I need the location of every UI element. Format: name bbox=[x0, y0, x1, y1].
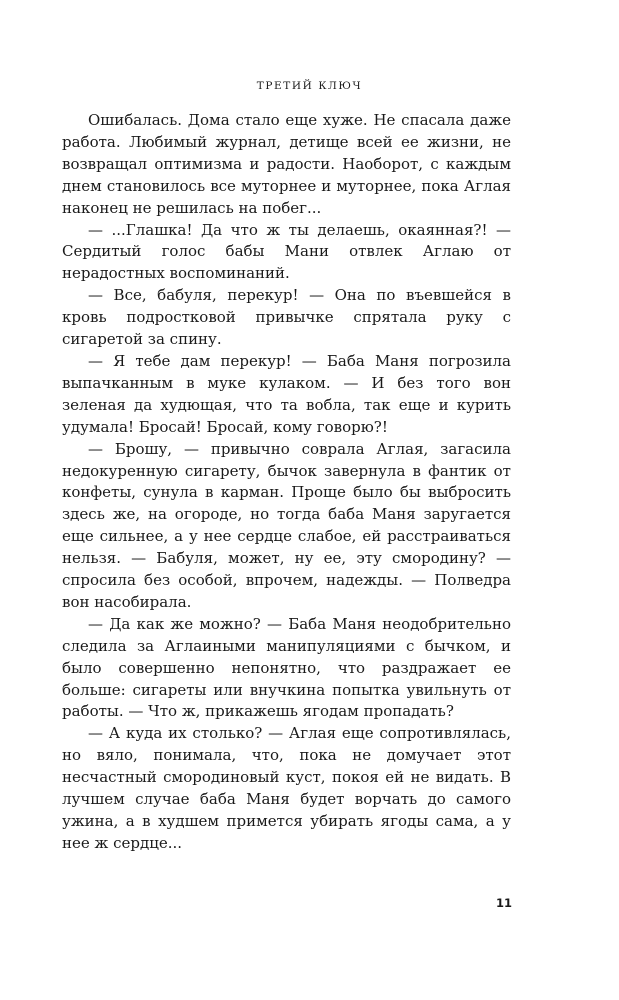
paragraph: — Я тебе дам перекур! — Баба Маня погрозила выпачканным в муке кулаком. — И без того вон зеленая да худющая, что та вобла, так еще и курить удумала! Бросай! Бросай, кому говорю?! bbox=[62, 351, 511, 436]
paragraph: — Да как же можно? — Баба Маня неодобрительно следила за Аглаиными манипуляциями с бычком, и было совершенно непонятно, что раздражает ее больше: сигареты или внучкина попытка увильнуть от работы. — Что ж, прикажешь ягодам пропадать? bbox=[62, 614, 511, 721]
paragraph: Ошибалась. Дома стало еще хуже. Не спасала даже работа. Любимый журнал, детище всей ее жизни, не возвращал оптимизма и радости. Наоборот, с каждым днем становилось все муторнее и муторнее, пока Аглая наконец не решилась на побег... bbox=[62, 111, 511, 217]
running-head: ТРЕТИЙ КЛЮЧ bbox=[256, 80, 363, 92]
paragraph: — ...Глашка! Да что ж ты делаешь, окаянная?! — Сердитый голос бабы Мани отвлек Аглаю от нерадостных воспоминаний. bbox=[62, 220, 511, 283]
page-number: 11 bbox=[495, 896, 512, 910]
body-text bbox=[62, 110, 511, 855]
paragraph: — Все, бабуля, перекур! — Она по въевшейся в кровь подростковой привычке спрятала руку с сигаретой за спину. bbox=[62, 286, 511, 349]
paragraph: — А куда их столько? — Аглая еще сопротивлялась, но вяло, понимала, что, пока не домучает этот несчастный смородиновый куст, покоя ей не видать. В лучшем случае баба Маня будет ворчать до самого ужина, а в худшем примется убирать ягоды сама, а у нее ж сердце... bbox=[62, 724, 511, 852]
paragraph: — Брошу, — привычно соврала Аглая, загасила недокуренную сигарету, бычок завернула в фантик от конфеты, сунула в карман. Проще было бы выбросить здесь же, на огороде, но тогда баба Маня заругается еще сильнее, а у нее сердце слабое, ей расстраиваться нельзя. — Бабуля, может, ну ее, эту смородину? — спросила без особой, впрочем, надежды. — Полведра вон насобирала. bbox=[62, 439, 511, 611]
